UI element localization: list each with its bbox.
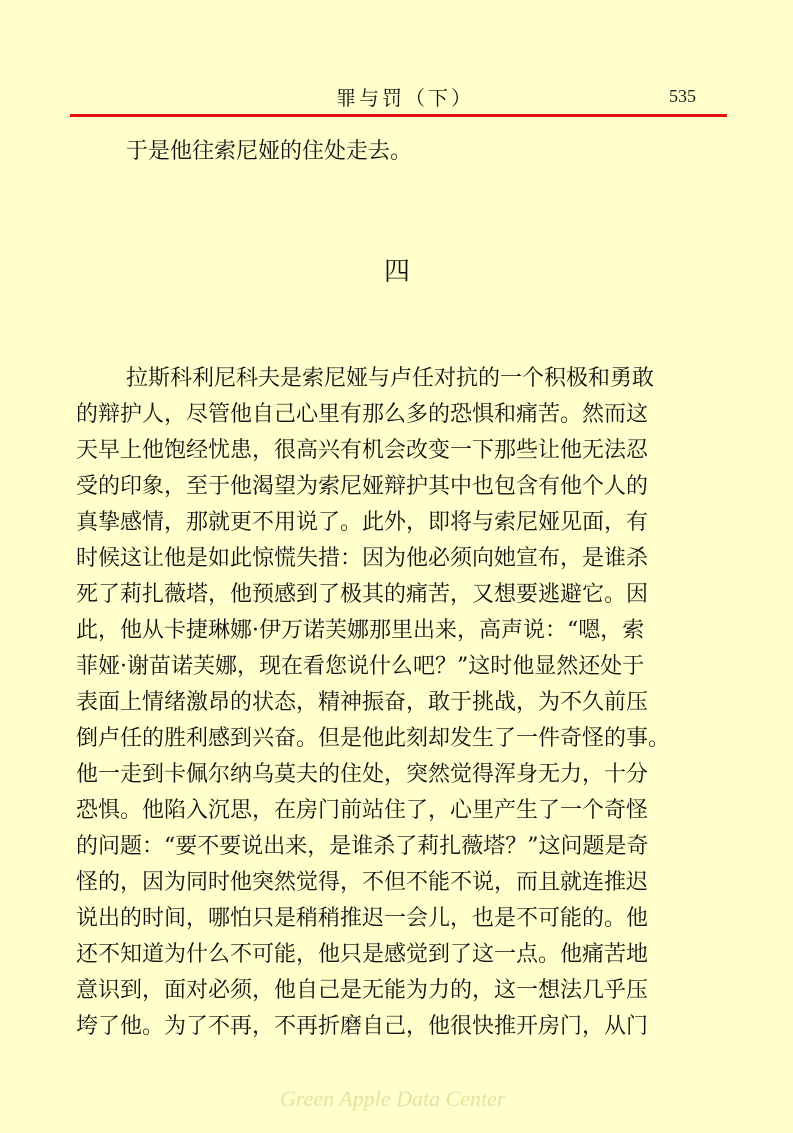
paragraph-line: 受的印象，至于他渴望为索尼娅辩护其中也包含有他个人的 [76,474,649,499]
paragraph-line: 还不知道为什么不可能，他只是感觉到了这一点。他痛苦地 [76,942,649,967]
paragraph-line: 意识到，面对必须，他自己是无能为力的，这一想法几乎压 [76,978,649,1003]
header-rule [70,114,727,117]
paragraph-line: 天早上他饱经忧患，很高兴有机会改变一下那些让他无法忍 [76,438,649,463]
paragraph-line: 他一走到卡佩尔纳乌莫夫的住处，突然觉得浑身无力，十分 [76,762,649,787]
running-head-title: 罪与罚（下） [336,86,474,110]
paragraph-line: 说出的时间，哪怕只是稍稍推迟一会儿，也是不可能的。他 [76,906,649,931]
chapter-heading: 四 [384,257,411,287]
paragraph-line: 真挚感情，那就更不用说了。此外，即将与索尼娅见面，有 [76,510,649,535]
paragraph-line: 死了莉扎薇塔，他预感到了极其的痛苦，又想要逃避它。因 [76,582,649,607]
paragraph-line: 垮了他。为了不再，不再折磨自己，他很快推开房门，从门 [76,1014,649,1039]
paragraph-line: 倒卢任的胜利感到兴奋。但是他此刻却发生了一件奇怪的事。 [76,726,671,751]
page-number: 535 [669,86,696,106]
paragraph-line: 时候这让他是如此惊慌失措：因为他必须向她宣布，是谁杀 [76,546,649,571]
paragraph-line: 拉斯科利尼科夫是索尼娅与卢任对抗的一个积极和勇敢 [126,366,655,391]
paragraph-line: 此，他从卡捷琳娜·伊万诺芙娜那里出来，高声说：“嗯，索 [76,618,645,643]
watermark: Green Apple Data Center [280,1086,506,1111]
paragraph-line: 怪的，因为同时他突然觉得，不但不能不说，而且就连推迟 [76,870,649,895]
paragraph-line: 恐惧。他陷入沉思，在房门前站住了，心里产生了一个奇怪 [76,798,649,823]
paragraph-line: 的辩护人，尽管他自己心里有那么多的恐惧和痛苦。然而这 [76,402,649,427]
intro-line: 于是他往索尼娅的住处走去。 [126,139,413,164]
paragraph-line: 的问题：“要不要说出来，是谁杀了莉扎薇塔？”这问题是奇 [76,834,649,859]
paragraph-line: 表面上情绪激昂的状态，精神振奋，敢于挑战，为不久前压 [76,690,649,715]
paragraph-line: 菲娅·谢苗诺芙娜，现在看您说什么吧？”这时他显然还处于 [76,654,645,679]
